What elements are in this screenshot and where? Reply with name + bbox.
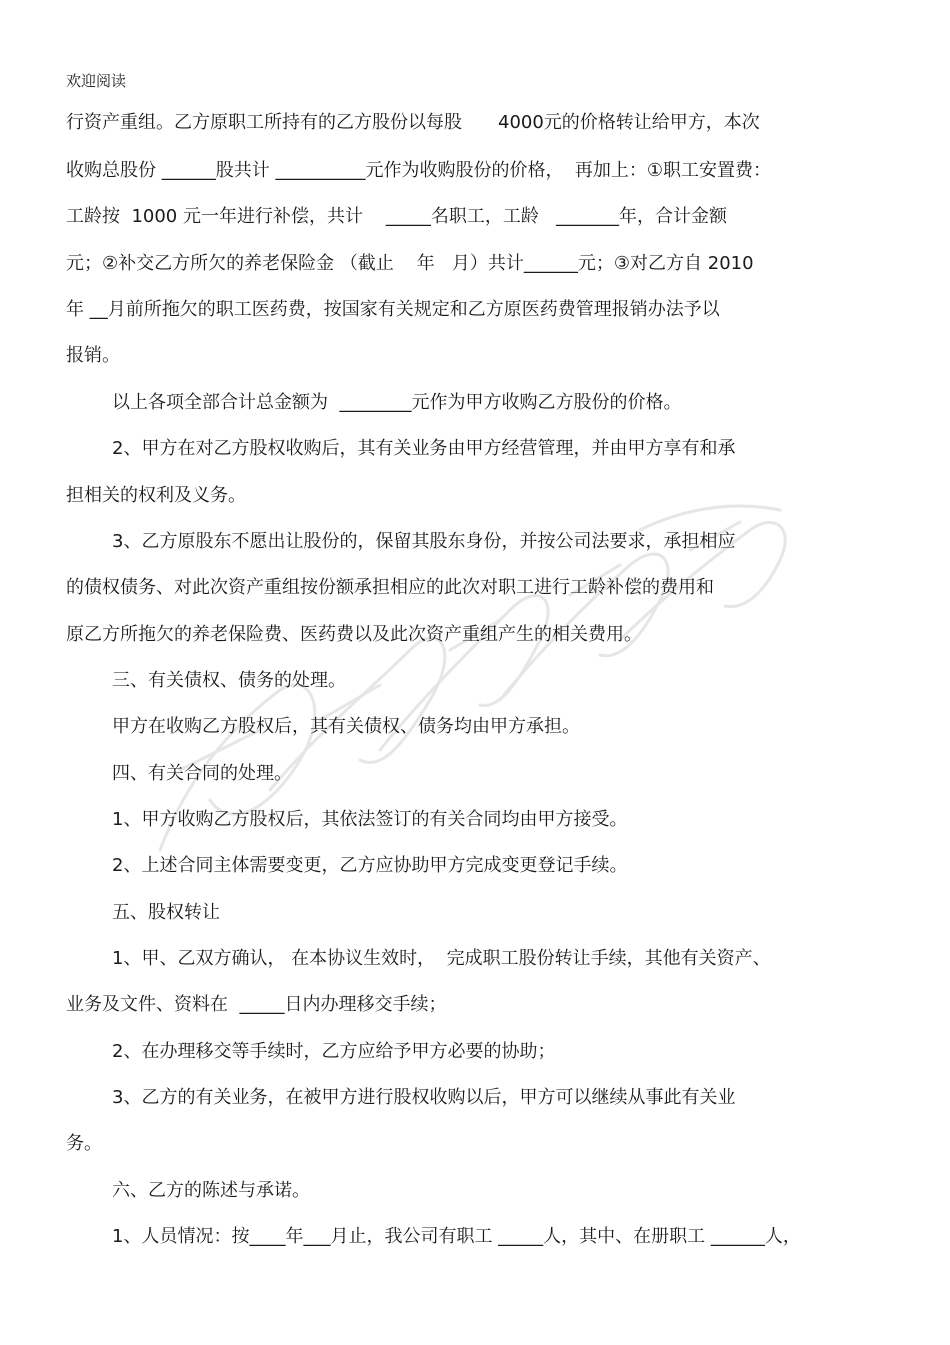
text-line: 以上各项全部合计总金额为 ________元作为甲方收购乙方股份的价格。 bbox=[112, 392, 682, 413]
text-line: 的债权债务、对此次资产重组按份额承担相应的此次对职工进行工龄补偿的费用和 bbox=[66, 577, 714, 598]
text-line: 元；②补交乙方所欠的养老保险金 （截止 年 月）共计______元；③对乙方自 2010 bbox=[66, 253, 754, 274]
text-line: 收购总股份 ______股共计 __________元作为收购股份的价格， 再加上：①职工安置费： bbox=[66, 160, 772, 181]
text-line: 报销。 bbox=[66, 345, 120, 366]
text-line: 担相关的权利及义务。 bbox=[66, 485, 246, 506]
text-line: 1、甲、乙双方确认， 在本协议生效时， 完成职工股份转让手续，其他有关资产、 bbox=[112, 948, 771, 969]
text-line: 原乙方所拖欠的养老保险费、医药费以及此次资产重组产生的相关费用。 bbox=[66, 624, 642, 645]
section-heading: 三、有关债权、债务的处理。 bbox=[112, 670, 346, 691]
text-line: 行资产重组。乙方原职工所持有的乙方股份以每股 4000元的价格转让给甲方，本次 bbox=[66, 112, 760, 133]
text-line: 务。 bbox=[66, 1133, 102, 1154]
text-line: 2、在办理移交等手续时，乙方应给予甲方必要的协助； bbox=[112, 1041, 556, 1062]
text-line: 工龄按 1000 元一年进行补偿，共计 _____名职工，工龄 _______年，合计金额 bbox=[66, 206, 728, 227]
text-line: 业务及文件、资料在 _____日内办理移交手续； bbox=[66, 994, 447, 1015]
text-line: 1、甲方收购乙方股权后，其依法签订的有关合同均由甲方接受。 bbox=[112, 809, 628, 830]
text-line: 年 __月前所拖欠的职工医药费，按国家有关规定和乙方原医药费管理报销办法予以 bbox=[66, 299, 720, 320]
section-heading: 六、乙方的陈述与承诺。 bbox=[112, 1180, 310, 1201]
section-heading: 四、有关合同的处理。 bbox=[112, 763, 292, 784]
section-heading: 五、股权转让 bbox=[112, 902, 220, 923]
text-line: 3、乙方的有关业务，在被甲方进行股权收购以后，甲方可以继续从事此有关业 bbox=[112, 1087, 736, 1108]
text-line: 1、人员情况：按____年___月止，我公司有职工 _____人，其中、在册职工 ______人， bbox=[112, 1226, 801, 1247]
text-line: 2、甲方在对乙方股权收购后，其有关业务由甲方经营管理，并由甲方享有和承 bbox=[112, 438, 736, 459]
text-line: 甲方在收购乙方股权后，其有关债权、债务均由甲方承担。 bbox=[112, 716, 580, 737]
text-line: 2、上述合同主体需要变更，乙方应协助甲方完成变更登记手续。 bbox=[112, 855, 628, 876]
page-header: 欢迎阅读 bbox=[66, 72, 127, 90]
text-line: 3、乙方原股东不愿出让股份的，保留其股东身份，并按公司法要求，承担相应 bbox=[112, 531, 736, 552]
